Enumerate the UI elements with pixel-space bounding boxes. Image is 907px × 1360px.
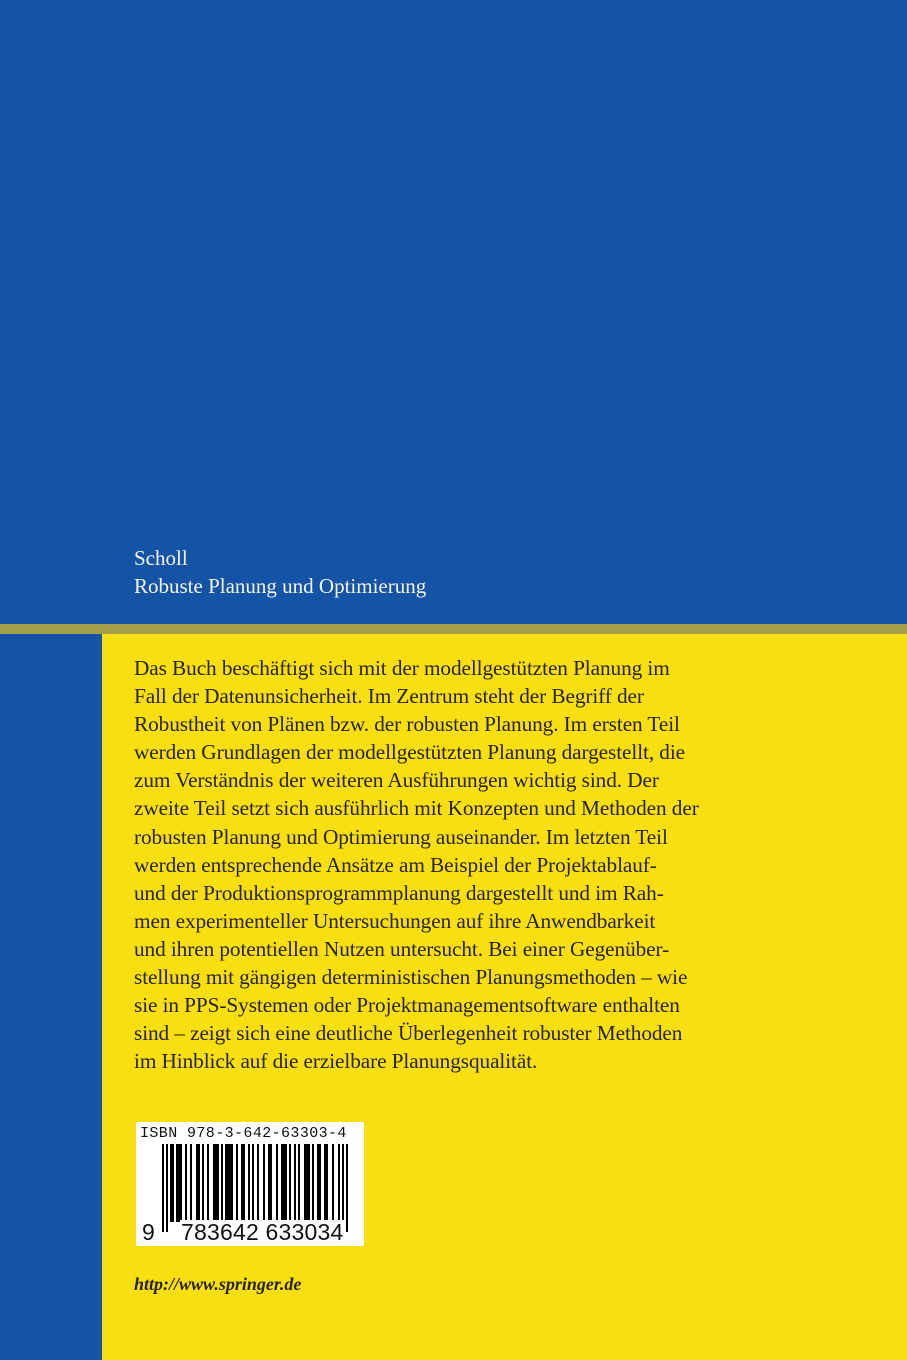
description-line: men experimenteller Untersuchungen auf ihre Anwendbarkeit [134, 908, 656, 933]
description-line: zum Verständnis der weiteren Ausführungen wichtig sind. Der [134, 768, 659, 793]
book-title: Robuste Planung und Optimierung [134, 574, 427, 598]
ean-first-digit: 9 [142, 1219, 155, 1245]
description-line: zweite Teil setzt sich ausführlich mit Konzepten und Methoden der [134, 796, 699, 821]
description-line: Fall der Datenunsicherheit. Im Zentrum steht der Begriff der [134, 684, 644, 709]
description-line: sie in PPS-Systemen oder Projektmanagementsoftware enthalten [134, 993, 680, 1018]
ean-digits: 783642 633034 [181, 1219, 344, 1245]
author-name: Scholl [134, 546, 188, 570]
description-line: werden Grundlagen der modellgestützten Planung dargestellt, die [134, 740, 686, 765]
description-line: im Hinblick auf die erzielbare Planungsqualität. [134, 1049, 538, 1074]
cover-top-blue-panel [0, 0, 907, 624]
description-line: Robustheit von Plänen bzw. der robusten Planung. Im ersten Teil [134, 712, 680, 737]
left-blue-margin [0, 634, 102, 1360]
olive-divider-stripe [0, 624, 907, 634]
description-line: stellung mit gängigen deterministischen Planungsmethoden – wie [134, 965, 688, 990]
isbn-label: ISBN 978-3-642-63303-4 [140, 1125, 347, 1142]
description-line: werden entsprechende Ansätze am Beispiel der Projektablauf- [134, 852, 657, 877]
isbn-barcode [136, 1122, 364, 1246]
description-line: und der Produktionsprogrammplanung dargestellt und im Rah- [134, 880, 664, 905]
description-line: und ihren potentiellen Nutzen untersucht. Bei einer Gegenüber- [134, 936, 670, 961]
cover-header [134, 544, 426, 600]
publisher-url: http://www.springer.de [134, 1274, 302, 1294]
description-line: sind – zeigt sich eine deutliche Überlegenheit robuster Methoden [134, 1021, 683, 1046]
description-line: Das Buch beschäftigt sich mit der modellgestützten Planung im [134, 656, 670, 680]
book-description [134, 654, 834, 1075]
description-line: robusten Planung und Optimierung auseinander. Im letzten Teil [134, 824, 668, 849]
